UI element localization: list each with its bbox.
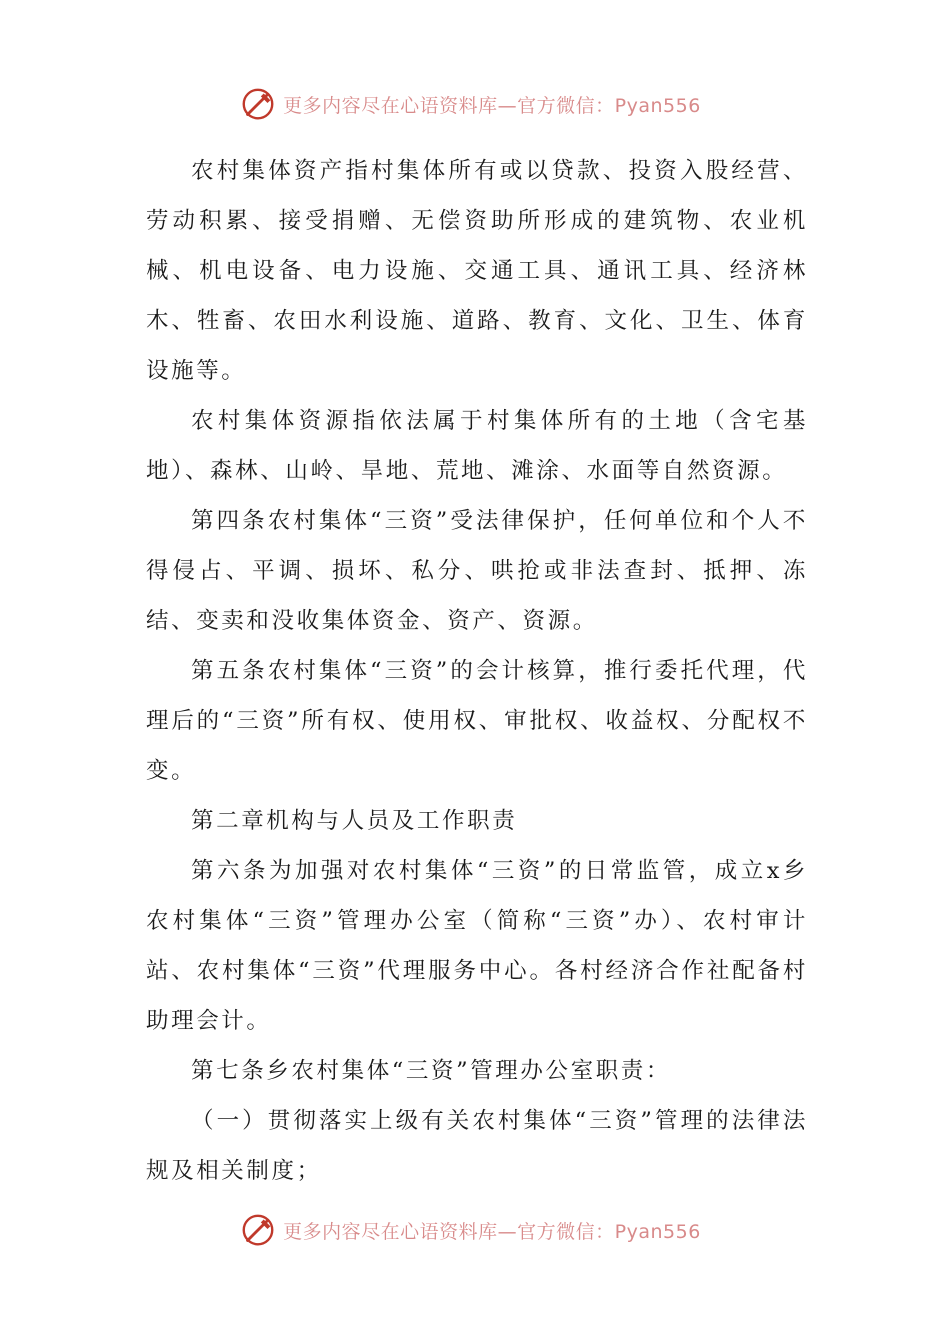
watermark-header (0, 82, 950, 126)
document-body (146, 146, 808, 1196)
paragraph-article-7: 第七条乡农村集体“三资”管理办公室职责： (191, 1058, 672, 1084)
watermark-footer (0, 1208, 950, 1252)
paragraph-article-5: 第五条农村集体“三资”的会计核算，推行委托代理，代理后的“三资”所有权、使用权、审批权、收益权、分配权不变。 (146, 658, 808, 784)
chapter-2-heading: 第二章机构与人员及工作职责 (191, 808, 518, 834)
paragraph-collective-assets: 农村集体资产指村集体所有或以贷款、投资入股经营、劳动积累、接受捐赠、无偿资助所形成的建筑物、农业机械、机电设备、电力设施、交通工具、通讯工具、经济林木、牲畜、农田水利设施、道路、教育、文化、卫生、体育设施等。 (146, 158, 808, 384)
paragraph-article-4: 第四条农村集体“三资”受法律保护，任何单位和个人不得侵占、平调、损坏、私分、哄抢或非法查封、抵押、冻结、变卖和没收集体资金、资产、资源。 (146, 508, 808, 634)
paragraph-collective-resources: 农村集体资源指依法属于村集体所有的土地（含宅基地）、森林、山岭、旱地、荒地、滩涂、水面等自然资源。 (146, 408, 808, 484)
pen-logo-icon (239, 1211, 277, 1249)
paragraph-article-6: 第六条为加强对农村集体“三资”的日常监管，成立x乡农村集体“三资”管理办公室（简称“三资”办）、农村审计站、农村集体“三资”代理服务中心。各村经济合作社配备村助理会计。 (146, 858, 808, 1034)
pen-logo-icon (239, 85, 277, 123)
paragraph-duty-1: （一）贯彻落实上级有关农村集体“三资”管理的法律法规及相关制度； (146, 1108, 808, 1184)
watermark-text: 更多内容尽在心语资料库—官方微信：Pyan556 (283, 94, 701, 117)
watermark-text: 更多内容尽在心语资料库—官方微信：Pyan556 (283, 1220, 701, 1243)
